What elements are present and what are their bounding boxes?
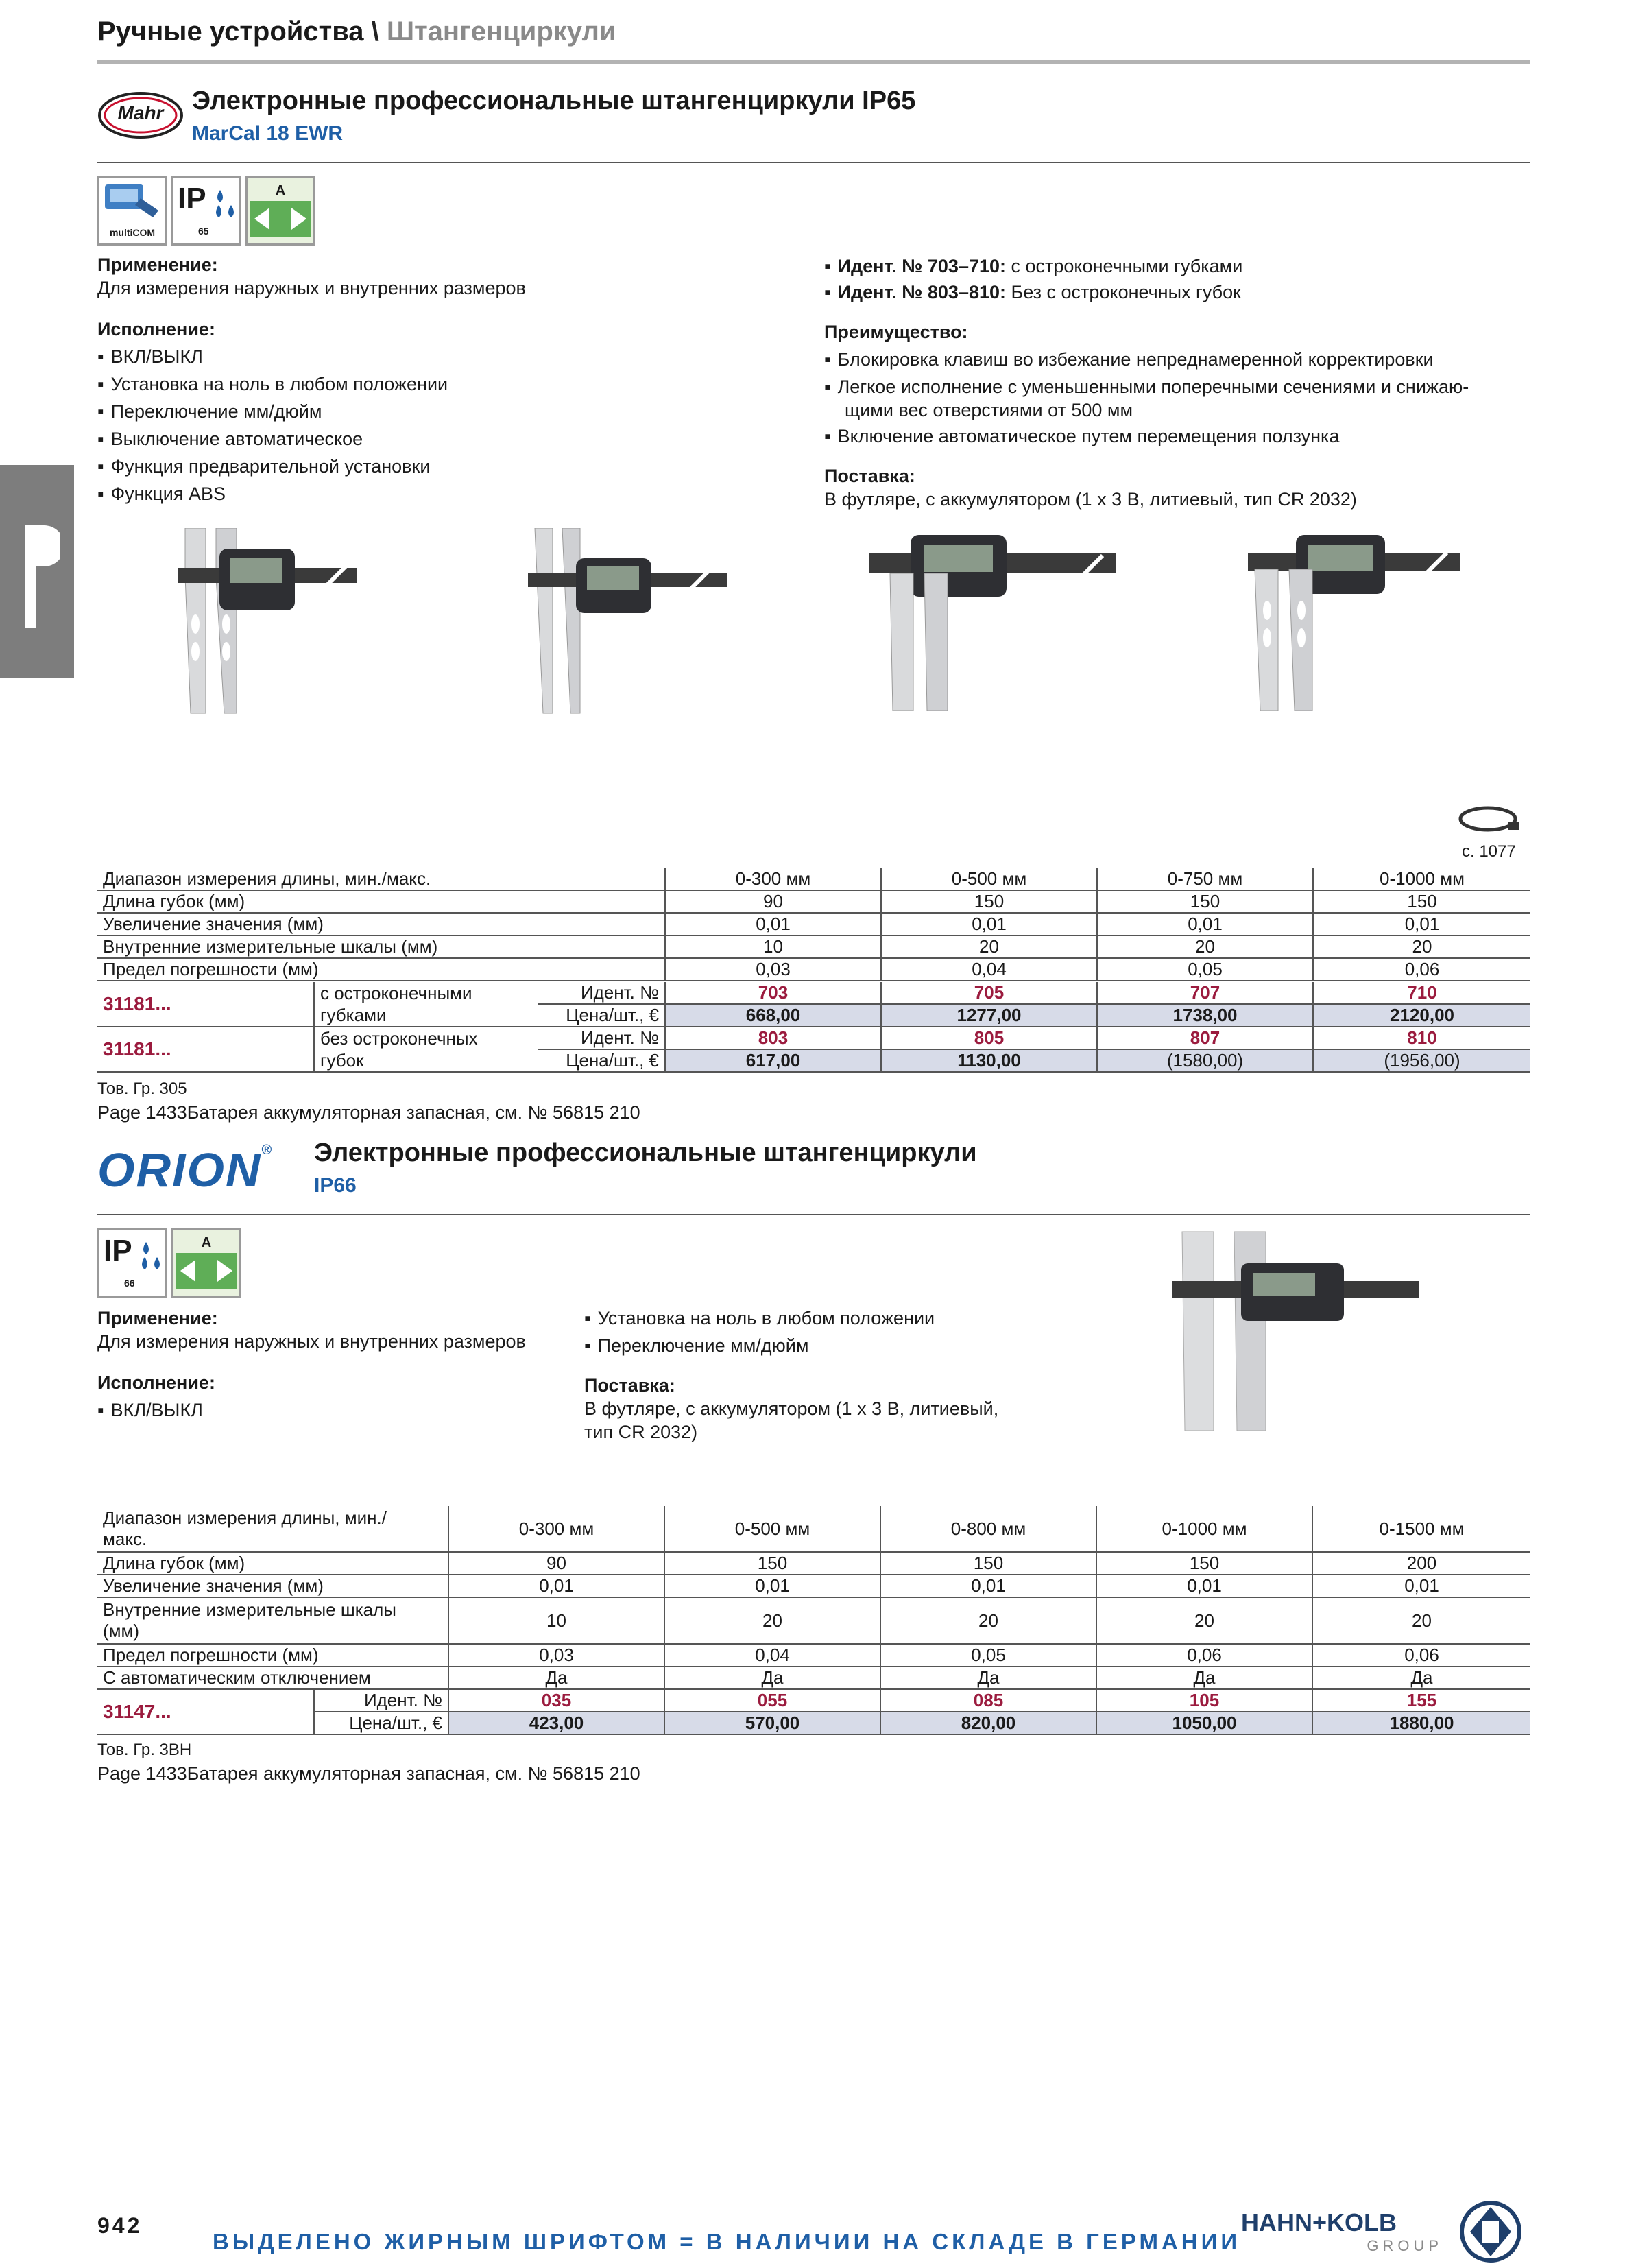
ident-number: 085 xyxy=(880,1690,1096,1712)
spec-table-1 xyxy=(97,868,1530,981)
price: (1580,00) xyxy=(1097,1049,1313,1072)
ident-number: 105 xyxy=(1096,1690,1312,1712)
product1-title: Электронные профессиональные штангенциркули IP65 xyxy=(192,86,916,115)
price: 820,00 xyxy=(880,1712,1096,1734)
table-row xyxy=(97,1027,1530,1049)
p1-adv-item: ▪ Легкое исполнение с уменьшенными поперечными сечениями и снижаю- xyxy=(824,374,1469,399)
cell: Да xyxy=(448,1667,664,1689)
price: 2120,00 xyxy=(1313,1004,1530,1027)
ident-label: Идент. № xyxy=(314,1690,448,1712)
ident-number: 810 xyxy=(1313,1027,1530,1049)
table-row xyxy=(97,958,1530,981)
ident-number: 710 xyxy=(1313,982,1530,1004)
price: 1130,00 xyxy=(881,1049,1097,1072)
variant-desc: губок xyxy=(314,1049,538,1072)
p2-supply-label: Поставка: xyxy=(584,1375,675,1396)
table-row xyxy=(97,935,1530,958)
cell: 150 xyxy=(1096,1552,1312,1575)
energy-class-icon-2 xyxy=(171,1228,241,1298)
p1-ident1-text: с остроконечными губками xyxy=(1006,256,1243,276)
cell: 0,01 xyxy=(880,1575,1096,1597)
ident-number: 805 xyxy=(881,1027,1097,1049)
row-label: Внутренние измерительные шкалы (мм) xyxy=(97,935,665,958)
table-row xyxy=(97,1575,1530,1597)
cell: 0-1000 мм xyxy=(1313,868,1530,890)
cell: 0,01 xyxy=(448,1575,664,1597)
order-table-2 xyxy=(97,1690,1530,1735)
ident-number: 807 xyxy=(1097,1027,1313,1049)
product2-title: Электронные профессиональные штангенциркули xyxy=(314,1138,977,1167)
cell: 0,01 xyxy=(1097,913,1313,935)
article-number: 31181... xyxy=(97,1027,314,1072)
cell: 0-1000 мм xyxy=(1096,1506,1312,1552)
cell: 20 xyxy=(1097,935,1313,958)
p2-feat-item: ▪ Переключение мм/дюйм xyxy=(584,1333,808,1358)
header-separator: \ xyxy=(371,16,379,47)
p2-app-text: Для измерения наружных и внутренних размеров xyxy=(97,1331,526,1352)
row-label-line: Диапазон измерения длины, мин./ xyxy=(103,1507,387,1528)
cell: 0,06 xyxy=(1096,1644,1312,1667)
caliper-image-703 xyxy=(178,528,363,720)
cell: 20 xyxy=(881,935,1097,958)
cell: 10 xyxy=(665,935,881,958)
cell: 20 xyxy=(664,1597,880,1644)
p1-exec-item: ▪ ВКЛ/ВЫКЛ xyxy=(97,344,203,369)
p1-exec-item: ▪ Выключение автоматическое xyxy=(97,427,363,451)
table1-battery-note: Page 1433Батарея аккумуляторная запасная, см. № 56815 210 xyxy=(97,1102,640,1123)
price: 617,00 xyxy=(665,1049,881,1072)
p1-ident2 xyxy=(824,280,1241,305)
caliper-image-807 xyxy=(1248,528,1467,720)
p2-supply-text-1: В футляре, с аккумулятором (1 x 3 В, литиевый, xyxy=(584,1398,999,1419)
table-row xyxy=(97,1667,1530,1689)
price-label: Цена/шт., € xyxy=(314,1712,448,1734)
cell: 150 xyxy=(1097,890,1313,913)
ident-number: 803 xyxy=(665,1027,881,1049)
header-subsection: Штангенциркули xyxy=(386,16,616,47)
row-label: С автоматическим отключением xyxy=(97,1667,448,1689)
table-row xyxy=(97,913,1530,935)
row-label xyxy=(97,1597,448,1644)
row-label: Диапазон измерения длины, мин./макс. xyxy=(97,868,665,890)
p1-ident1-bold: Идент. № 703–710: xyxy=(837,256,1007,276)
table-row xyxy=(97,1690,1530,1712)
hahn-kolb-logo-group: GROUP xyxy=(1367,2237,1443,2254)
ip65-icon xyxy=(171,176,241,246)
ident-label: Идент. № xyxy=(538,1027,665,1049)
cell: 0,01 xyxy=(881,913,1097,935)
cell: 0-500 мм xyxy=(881,868,1097,890)
p1-supply-text: В футляре, с аккумулятором (1 x 3 В, литиевый, тип CR 2032) xyxy=(824,489,1357,510)
row-label: Длина губок (мм) xyxy=(97,890,665,913)
cell: 90 xyxy=(448,1552,664,1575)
table-row xyxy=(97,982,1530,1004)
row-label: Предел погрешности (мм) xyxy=(97,1644,448,1667)
p2-app-label: Применение: xyxy=(97,1308,218,1328)
p1-ident1 xyxy=(824,254,1242,278)
price-label: Цена/шт., € xyxy=(538,1004,665,1027)
p1-app-text: Для измерения наружных и внутренних размеров xyxy=(97,278,526,298)
p1-ident2-text: Без с остроконечных губок xyxy=(1006,282,1241,302)
order-table-1 xyxy=(97,982,1530,1073)
cell: Да xyxy=(1096,1667,1312,1689)
product2-subtitle: IP66 xyxy=(314,1174,357,1197)
p1-adv-item: ▪ Блокировка клавиш во избежание непреднамеренной корректировки xyxy=(824,347,1434,372)
ip66-icon xyxy=(97,1228,167,1298)
header-rule xyxy=(97,60,1530,64)
cell: 0,06 xyxy=(1312,1644,1530,1667)
cell: 0-800 мм xyxy=(880,1506,1096,1552)
caliper-image-orion xyxy=(1172,1228,1426,1433)
cell: 0,03 xyxy=(448,1644,664,1667)
ident-number: 035 xyxy=(448,1690,664,1712)
cable-page-ref: с. 1077 xyxy=(1462,842,1516,861)
caliper-tab-icon xyxy=(12,498,60,642)
cell: 0-750 мм xyxy=(1097,868,1313,890)
cell: 0,06 xyxy=(1313,958,1530,981)
row-label: Увеличение значения (мм) xyxy=(97,913,665,935)
multicom-label: multiCOM xyxy=(109,227,156,238)
p1-ident2-bold: Идент. № 803–810: xyxy=(837,282,1007,302)
cell: 0,04 xyxy=(881,958,1097,981)
product1-subtitle: MarCal 18 EWR xyxy=(192,122,344,145)
price-label: Цена/шт., € xyxy=(538,1049,665,1072)
p1-exec-label: Исполнение: xyxy=(97,319,215,339)
orion-logo xyxy=(97,1143,303,1197)
cell: 10 xyxy=(448,1597,664,1644)
cell: 0,01 xyxy=(665,913,881,935)
hahn-kolb-logo-text: HAHN+KOLB xyxy=(1241,2208,1397,2236)
variant-desc: без остроконечных xyxy=(314,1027,538,1049)
row-label-line: (мм) xyxy=(103,1621,140,1641)
cell: 150 xyxy=(1313,890,1530,913)
row-label: Длина губок (мм) xyxy=(97,1552,448,1575)
cell: Да xyxy=(880,1667,1096,1689)
mahr-logo-text: Mahr xyxy=(117,102,164,123)
cell: 20 xyxy=(880,1597,1096,1644)
row-label: Увеличение значения (мм) xyxy=(97,1575,448,1597)
p1-adv-item: ▪ Включение автоматическое путем перемещения ползунка xyxy=(824,424,1339,449)
spec-table-2 xyxy=(97,1506,1530,1690)
cell: 0-300 мм xyxy=(665,868,881,890)
header-section: Ручные устройства xyxy=(97,16,364,47)
caliper-image-707 xyxy=(869,528,1123,720)
multicom-icon xyxy=(97,176,167,246)
p1-exec-item: ▪ Переключение мм/дюйм xyxy=(97,399,322,424)
hk-emblem-icon xyxy=(1459,2200,1522,2263)
ip66-label: IP xyxy=(104,1234,132,1267)
table-row xyxy=(97,1552,1530,1575)
cell: 200 xyxy=(1312,1552,1530,1575)
section-tab xyxy=(0,465,74,678)
ident-number: 705 xyxy=(881,982,1097,1004)
table-row xyxy=(97,890,1530,913)
hahn-kolb-logo xyxy=(1241,2208,1447,2263)
variant-desc: с остроконечными xyxy=(314,982,538,1004)
table1-group-note: Тов. Гр. 305 xyxy=(97,1079,187,1098)
energy-class-label-2: A xyxy=(201,1235,212,1250)
price: 423,00 xyxy=(448,1712,664,1734)
p1-exec-item: ▪ Функция ABS xyxy=(97,481,226,506)
ip65-rating: 65 xyxy=(198,226,209,237)
cell: 0,01 xyxy=(664,1575,880,1597)
cell: 0-500 мм xyxy=(664,1506,880,1552)
cell: 0,01 xyxy=(1096,1575,1312,1597)
p1-adv-label: Преимущество: xyxy=(824,322,968,342)
mahr-logo xyxy=(97,91,184,140)
energy-class-label: A xyxy=(275,183,286,198)
ident-label: Идент. № xyxy=(538,982,665,1004)
p2-exec-item: ▪ ВКЛ/ВЫКЛ xyxy=(97,1398,203,1422)
p1-adv-item-cont: щими вес отверстиями от 500 мм xyxy=(845,400,1133,420)
cell: 150 xyxy=(880,1552,1096,1575)
orion-logo-text: ORION xyxy=(97,1143,262,1197)
cell: 150 xyxy=(664,1552,880,1575)
cell: Да xyxy=(1312,1667,1530,1689)
cell: 0,01 xyxy=(1312,1575,1530,1597)
ident-number: 055 xyxy=(664,1690,880,1712)
price: 1880,00 xyxy=(1312,1712,1530,1734)
cell: 0,03 xyxy=(665,958,881,981)
ident-number: 703 xyxy=(665,982,881,1004)
ident-number: 707 xyxy=(1097,982,1313,1004)
table2-group-note: Тов. Гр. 3ВН xyxy=(97,1741,192,1759)
page-number: 942 xyxy=(97,2213,143,2238)
cell: 0-1500 мм xyxy=(1312,1506,1530,1552)
cell: 20 xyxy=(1312,1597,1530,1644)
cell: 0-300 мм xyxy=(448,1506,664,1552)
cell: 90 xyxy=(665,890,881,913)
p2-supply-text-2: тип CR 2032) xyxy=(584,1422,698,1442)
price: 1738,00 xyxy=(1097,1004,1313,1027)
table-row xyxy=(97,1644,1530,1667)
price: (1956,00) xyxy=(1313,1049,1530,1072)
p2-exec-label: Исполнение: xyxy=(97,1372,215,1393)
cell: Да xyxy=(664,1667,880,1689)
cell: 0,01 xyxy=(1313,913,1530,935)
cell: 0,05 xyxy=(1097,958,1313,981)
variant-desc: губками xyxy=(314,1004,538,1027)
table2-battery-note: Page 1433Батарея аккумуляторная запасная, см. № 56815 210 xyxy=(97,1763,640,1784)
article-number: 31181... xyxy=(97,982,314,1027)
row-label: Предел погрешности (мм) xyxy=(97,958,665,981)
energy-class-icon xyxy=(245,176,315,246)
table-row xyxy=(97,1597,1530,1644)
product2-rule xyxy=(97,1214,1530,1215)
table-row xyxy=(97,1506,1530,1552)
row-label-line: Внутренние измерительные шкалы xyxy=(103,1599,396,1620)
cell: 20 xyxy=(1096,1597,1312,1644)
product1-rule xyxy=(97,162,1530,163)
p1-app-label: Применение: xyxy=(97,254,218,275)
row-label-line: макс. xyxy=(103,1529,147,1549)
page-header xyxy=(97,16,616,47)
article-number: 31147... xyxy=(97,1690,314,1734)
price: 668,00 xyxy=(665,1004,881,1027)
ident-number: 155 xyxy=(1312,1690,1530,1712)
cell: 150 xyxy=(881,890,1097,913)
p1-supply-label: Поставка: xyxy=(824,466,915,486)
ip66-rating: 66 xyxy=(124,1278,135,1289)
orion-reg-mark: ® xyxy=(261,1143,272,1158)
cell: 20 xyxy=(1313,935,1530,958)
p1-exec-item: ▪ Функция предварительной установки xyxy=(97,454,430,479)
ip65-label: IP xyxy=(178,182,206,215)
cell: 0,04 xyxy=(664,1644,880,1667)
caliper-image-803 xyxy=(528,528,734,720)
price: 1050,00 xyxy=(1096,1712,1312,1734)
table-row xyxy=(97,868,1530,890)
cell: 0,05 xyxy=(880,1644,1096,1667)
p1-exec-item: ▪ Установка на ноль в любом положении xyxy=(97,372,448,396)
price: 570,00 xyxy=(664,1712,880,1734)
footer-note: ВЫДЕЛЕНО ЖИРНЫМ ШРИФТОМ = В НАЛИЧИИ НА СКЛАДЕ В ГЕРМАНИИ xyxy=(213,2229,1241,2254)
data-cable-icon xyxy=(1454,802,1522,841)
row-label xyxy=(97,1506,448,1552)
p2-feat-item: ▪ Установка на ноль в любом положении xyxy=(584,1306,935,1330)
price: 1277,00 xyxy=(881,1004,1097,1027)
